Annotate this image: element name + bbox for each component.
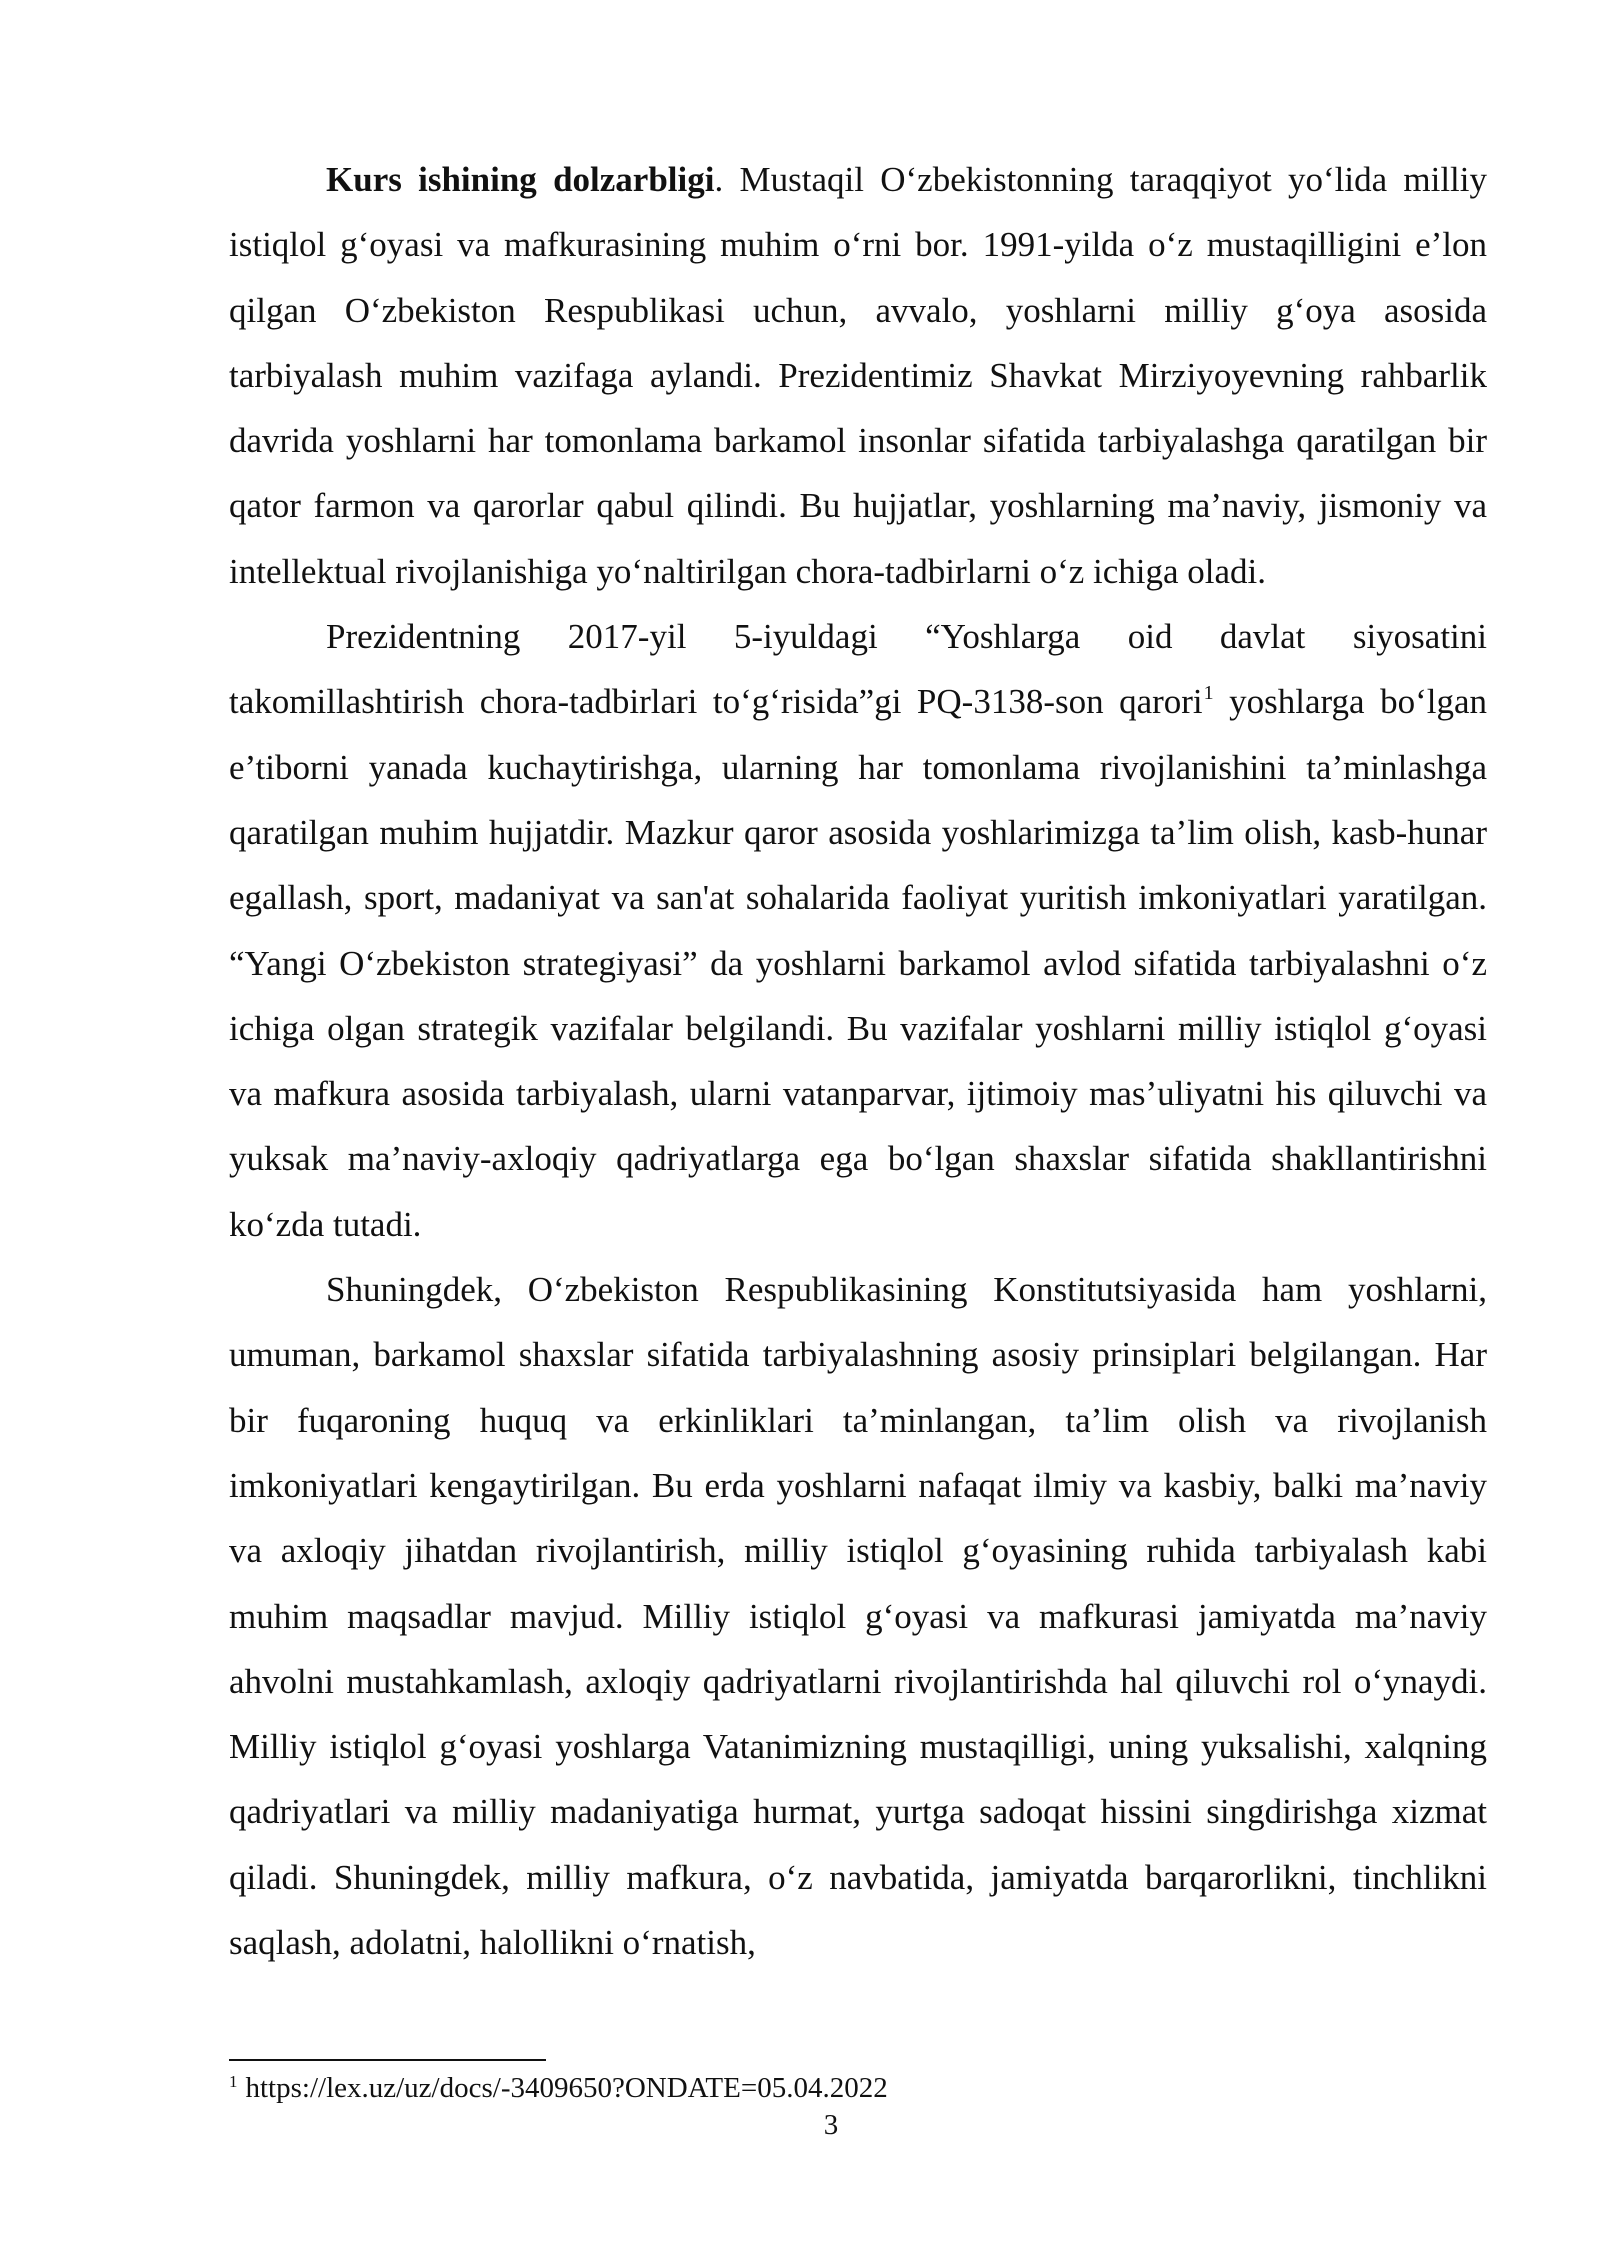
footnote-link[interactable]: https://lex.uz/uz/docs/-3409650?ONDATE=05.04.2022	[245, 2072, 888, 2104]
paragraph-text: yoshlarga bo‘lgan e’tiborni yanada kuchaytirishga, ularning har tomonlama rivojlanishini ta’minlashga qaratilgan muhim hujjatdir. Mazkur qaror asosida yoshlarimizga ta’lim olish, kasb-hunar egallash, sport, madaniyat va san'at sohalarida faoliyat yuritish imkoniyatlari yaratilgan. “Yangi O‘zbekiston strategiyasi” da yoshlarni barkamol avlod sifatida tarbiyalashni o‘z ichiga olgan strategik vazifalar belgilandi. Bu vazifalar yoshlarni milliy istiqlol g‘oyasi va mafkura asosida tarbiyalash, ularni vatanparvar, ijtimoiy mas’uliyatni his qiluvchi va yuksak ma’naviy-axloqiy qadriyatlarga ega bo‘lgan shaxslar sifatida shakllantirishni ko‘zda tutadi.	[229, 682, 1487, 1244]
section-heading-inline: Kurs ishining dolzarbligi	[326, 160, 715, 199]
page-number: 3	[823, 2109, 839, 2141]
footnote	[229, 2069, 888, 2107]
footnote-separator	[229, 2059, 546, 2061]
paragraph-text: Shuningdek, O‘zbekiston Respublikasining Konstitutsiyasida ham yoshlarni, umuman, barkamol shaxslar sifatida tarbiyalashning asosiy prinsiplari belgilangan. Har bir fuqaroning huquq va erkinliklari ta’minlangan, ta’lim olish va rivojlanish imkoniyatlari kengaytirilgan. Bu erda yoshlarni nafaqat ilmiy va kasbiy, balki ma’naviy va axloqiy jihatdan rivojlantirish, milliy istiqlol g‘oyasining ruhida tarbiyalash kabi muhim maqsadlar mavjud. Milliy istiqlol g‘oyasi va mafkurasi jamiyatda ma’naviy ahvolni mustahkamlash, axloqiy qadriyatlarni rivojlantirishda hal qiluvchi rol o‘ynaydi. Milliy istiqlol g‘oyasi yoshlarga Vatanimizning mustaqilligi, uning yuksalishi, xalqning qadriyatlari va milliy madaniyatiga hurmat, yurtga sadoqat hissini singdirishga xizmat qiladi. Shuningdek, milliy mafkura, o‘z navbatida, jamiyatda barqarorlikni, tinchlikni saqlash, adolatni, halollikni o‘rnatish,	[229, 1270, 1487, 1963]
paragraph-text: Prezidentning 2017-yil 5-iyuldagi “Yoshlarga oid davlat siyosatini takomillashtirish chora-tadbirlari to‘g‘risida”gi PQ-3138-son qarori	[229, 617, 1487, 722]
paragraph-text: . Mustaqil O‘zbekistonning taraqqiyot yo‘lida milliy istiqlol g‘oyasi va mafkurasining muhim o‘rni bor. 1991-yilda o‘z mustaqilligini e’lon qilgan O‘zbekiston Respublikasi uchun, avvalo, yoshlarni milliy g‘oya asosida tarbiyalash muhim vazifaga aylandi. Prezidentimiz Shavkat Mirziyoyevning rahbarlik davrida yoshlarni har tomonlama barkamol insonlar sifatida tarbiyalashga qaratilgan bir qator farmon va qarorlar qabul qilindi. Bu hujjatlar, yoshlarning ma’naviy, jismoniy va intellektual rivojlanishiga yo‘naltirilgan chora-tadbirlarni o‘z ichiga oladi.	[229, 160, 1487, 591]
paragraph-relevance	[229, 147, 1487, 604]
footnote-number: 1	[229, 2072, 238, 2091]
footnote-reference[interactable]: 1	[1203, 682, 1214, 705]
paragraph-decree	[229, 604, 1487, 1257]
body-text	[229, 147, 1487, 1975]
paragraph-constitution	[229, 1257, 1487, 1975]
